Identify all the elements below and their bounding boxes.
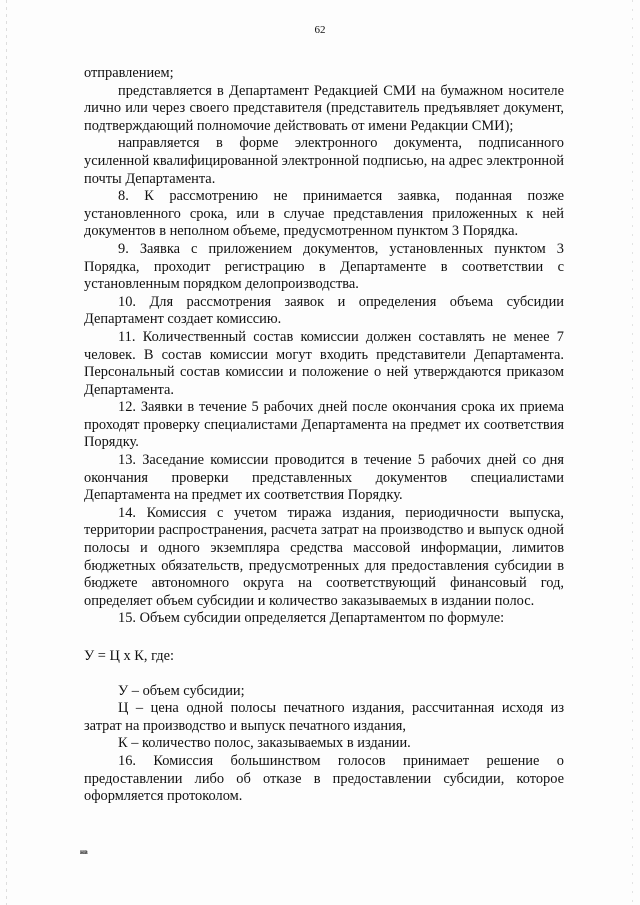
paragraph: представляется в Департамент Редакцией СМИ на бумажном носителе лично или через своего представителя (представитель предъявляет документ, подтверждающий полномочие действовать от имени Редакции СМИ); bbox=[84, 82, 564, 134]
paragraph: направляется в форме электронного документа, подписанного усиленной квалифицированной электронной подписью, на адрес электронной почты Департамента. bbox=[84, 135, 564, 187]
scan-edge-right bbox=[632, 0, 633, 905]
paragraph-item-16: 16. Комиссия большинством голосов принимает решение о предоставлении либо об отказе в предоставлении субсидии, которое оформляется протоколом. bbox=[84, 752, 564, 805]
paragraph-item-12: 12. Заявки в течение 5 рабочих дней после окончания срока их приема проходят проверку специалистами Департамента на предмет их соответствия Порядку. bbox=[84, 399, 564, 451]
paragraph-item-11: 11. Количественный состав комиссии должен составлять не менее 7 человек. В состав комиссии могут входить представители Департамента. Персональный состав комиссии и положение о ней утверждаются приказом Департамента. bbox=[84, 328, 564, 398]
subsidy-formula: У = Ц х К, где: bbox=[84, 648, 174, 664]
paragraph-item-10: 10. Для рассмотрения заявок и определения объема субсидии Департамент создает комиссию. bbox=[84, 293, 564, 328]
document-body bbox=[84, 65, 564, 806]
definition-k: К – количество полос, заказываемых в издании. bbox=[118, 735, 411, 752]
paragraph-item-9: 9. Заявка с приложением документов, установленных пунктом 3 Порядка, проходит регистрацию в Департаменте в соответствии с установленным порядком делопроизводства. bbox=[84, 240, 564, 293]
paragraph-item-13: 13. Заседание комиссии проводится в течение 5 рабочих дней со дня окончания проверки представленных документов специалистами Департамента на предмет их соответствия Порядку. bbox=[84, 452, 564, 504]
scan-edge-left bbox=[6, 0, 7, 905]
page-number: 62 bbox=[314, 24, 326, 36]
paragraph: отправлением; bbox=[84, 65, 174, 81]
definition-u: У – объем субсидии; bbox=[118, 682, 245, 699]
paragraph-item-8: 8. К рассмотрению не принимается заявка, поданная позже установленного срока, или в случае представления приложенных к ней документов в неполном объеме, предусмотренном пунктом 3 Порядка. bbox=[84, 188, 564, 240]
paragraph-item-15: 15. Объем субсидии определяется Департаментом по формуле: bbox=[118, 610, 505, 627]
paragraph-item-14: 14. Комиссия с учетом тиража издания, периодичности выпуска, территории распространения, расчета затрат на производство и выпуск одной полосы и одного экземпляра средства массовой информации, лимитов бюджетных обязательств, предусмотренных для предоставления субсидии в бюджете автономного округа на соответствующий финансовый год, определяет объем субсидии и количество заказываемых в издании полос. bbox=[84, 504, 564, 609]
footer-mark: нв bbox=[80, 848, 88, 856]
definition-c: Ц – цена одной полосы печатного издания, рассчитанная исходя из затрат на производство и выпуск печатного издания, bbox=[84, 700, 564, 734]
